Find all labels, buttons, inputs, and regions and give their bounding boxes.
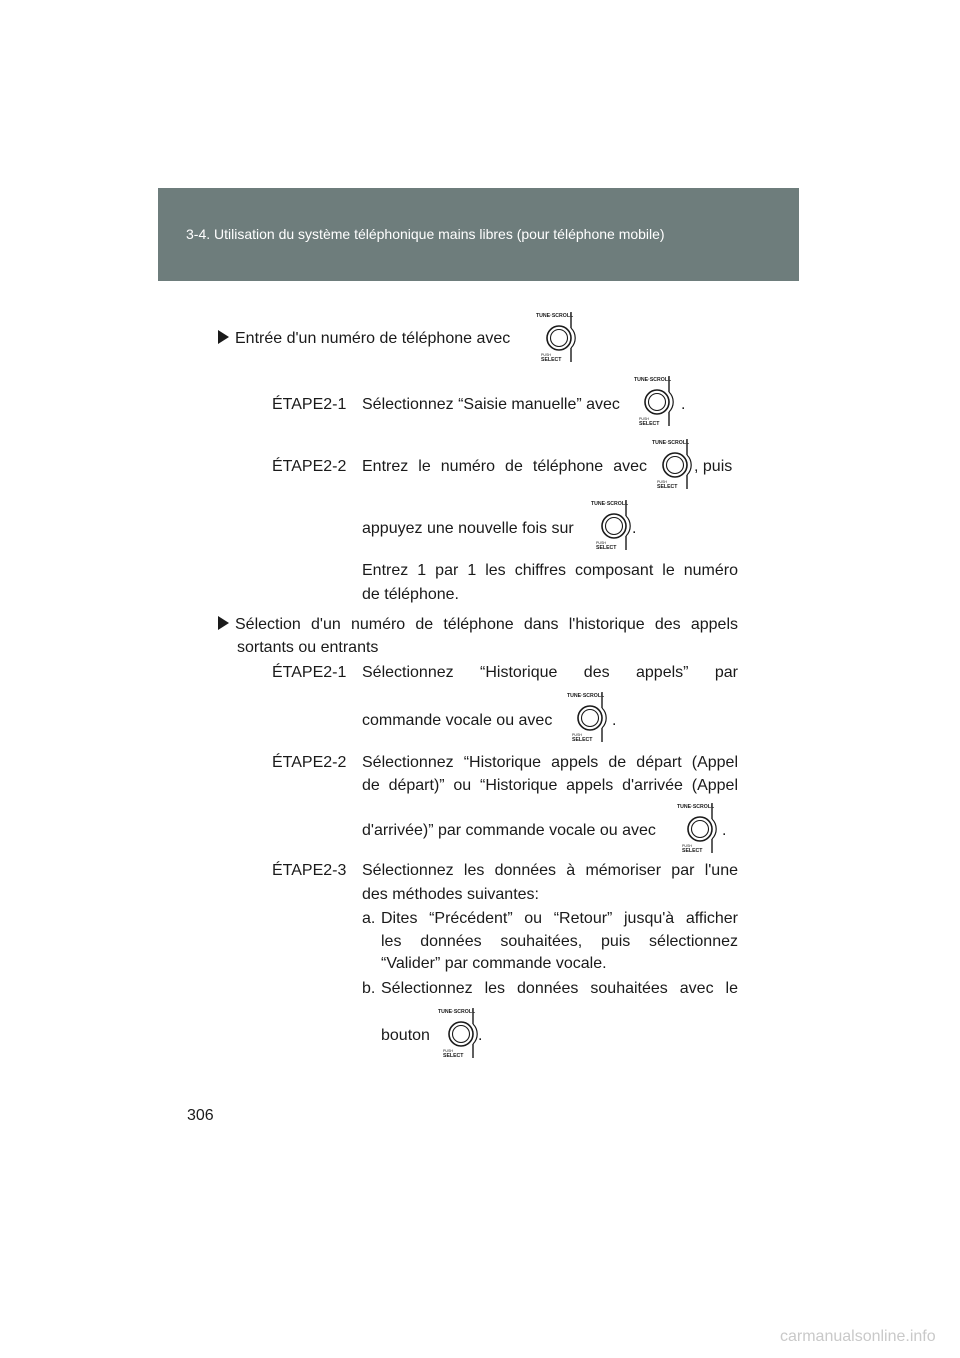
option-marker: a. — [362, 910, 376, 927]
svg-text:PUSH: PUSH — [596, 541, 606, 545]
svg-text:SELECT: SELECT — [596, 545, 617, 551]
step-text-line3: d'arrivée)” par commande vocale ou avec — [362, 822, 656, 839]
option-a-line2: les données souhaitées, puis sélectionnez — [381, 933, 738, 950]
svg-text:SELECT: SELECT — [657, 484, 678, 490]
step-label: ÉTAPE2-2 — [272, 754, 347, 771]
step-text-line1: Sélectionnez “Historique des appels” par — [362, 664, 738, 681]
svg-text:PUSH: PUSH — [443, 1049, 453, 1053]
step-label: ÉTAPE2-1 — [272, 396, 347, 413]
option-a-line3: “Valider” par commande vocale. — [381, 955, 607, 972]
step-text-line2: commande vocale ou avec — [362, 712, 553, 729]
svg-text:SELECT: SELECT — [639, 421, 660, 427]
step-text-after: . — [681, 396, 686, 413]
option-b-line2: bouton — [381, 1027, 430, 1044]
page-number: 306 — [187, 1107, 214, 1124]
step-text-after: . — [612, 712, 617, 729]
tune-select-knob-icon — [566, 690, 617, 744]
svg-text:SELECT: SELECT — [572, 737, 593, 743]
tune-select-knob-icon — [633, 374, 681, 428]
tune-select-knob-icon — [651, 437, 699, 491]
section2-title-line1: Sélection d'un numéro de téléphone dans l'historique des appels — [218, 614, 738, 636]
step-text: Sélectionnez “Saisie manuelle” avec — [362, 396, 620, 413]
section1-title: Entrée d'un numéro de téléphone avec — [218, 328, 510, 350]
svg-text:TUNE·SCROLL: TUNE·SCROLL — [652, 440, 690, 446]
step-text-after: . — [632, 520, 637, 537]
triangle-bullet-icon — [218, 616, 229, 630]
svg-text:PUSH: PUSH — [572, 733, 582, 737]
step-paragraph-line1: Entrez 1 par 1 les chiffres composant le numéro — [362, 562, 738, 579]
step-text-line1: Sélectionnez les données à mémoriser par l'une — [362, 862, 738, 879]
section-header-title: 3-4. Utilisation du système téléphonique mains libres (pour téléphone mobile) — [186, 226, 665, 242]
svg-text:TUNE·SCROLL: TUNE·SCROLL — [567, 693, 605, 699]
step-text-after: , puis — [694, 458, 733, 475]
step-text-line1: Entrez le numéro de téléphone avec — [362, 458, 647, 475]
svg-text:PUSH: PUSH — [682, 844, 692, 848]
svg-text:PUSH: PUSH — [657, 480, 667, 484]
tune-select-knob-icon — [590, 498, 638, 552]
option-a-line1: Dites “Précédent” ou “Retour” jusqu'à afficher — [381, 910, 738, 927]
svg-text:SELECT: SELECT — [682, 848, 703, 854]
step-text-line2: appuyez une nouvelle fois sur — [362, 520, 574, 537]
step-text-line2: des méthodes suivantes: — [362, 886, 539, 903]
section-header-bar — [158, 188, 799, 281]
svg-text:SELECT: SELECT — [443, 1053, 464, 1059]
tune-select-knob-icon — [535, 310, 583, 364]
svg-text:TUNE·SCROLL: TUNE·SCROLL — [677, 804, 715, 810]
svg-text:TUNE·SCROLL: TUNE·SCROLL — [536, 313, 574, 319]
step-text-after: . — [478, 1027, 483, 1044]
svg-text:PUSH: PUSH — [541, 353, 551, 357]
step-text-line1: Sélectionnez “Historique appels de départ (Appel — [362, 754, 738, 771]
option-marker: b. — [362, 980, 376, 997]
section2-title-line2: sortants ou entrants — [237, 639, 379, 656]
step-paragraph-line2: de téléphone. — [362, 586, 459, 603]
svg-text:TUNE·SCROLL: TUNE·SCROLL — [591, 501, 629, 507]
option-b-line1: Sélectionnez les données souhaitées avec le — [381, 980, 738, 997]
step-label: ÉTAPE2-3 — [272, 862, 347, 879]
step-text-after: . — [722, 822, 727, 839]
step-label: ÉTAPE2-1 — [272, 664, 347, 681]
watermark: carmanualsonline.info — [780, 1328, 936, 1345]
svg-text:PUSH: PUSH — [639, 417, 649, 421]
svg-text:TUNE·SCROLL: TUNE·SCROLL — [634, 377, 672, 383]
triangle-bullet-icon — [218, 330, 229, 344]
step-label: ÉTAPE2-2 — [272, 458, 347, 475]
svg-text:TUNE·SCROLL: TUNE·SCROLL — [438, 1009, 476, 1015]
step-text-line2: de départ)” ou “Historique appels d'arrivée (Appel — [362, 777, 738, 794]
tune-select-knob-icon — [676, 801, 727, 855]
svg-text:SELECT: SELECT — [541, 357, 562, 363]
